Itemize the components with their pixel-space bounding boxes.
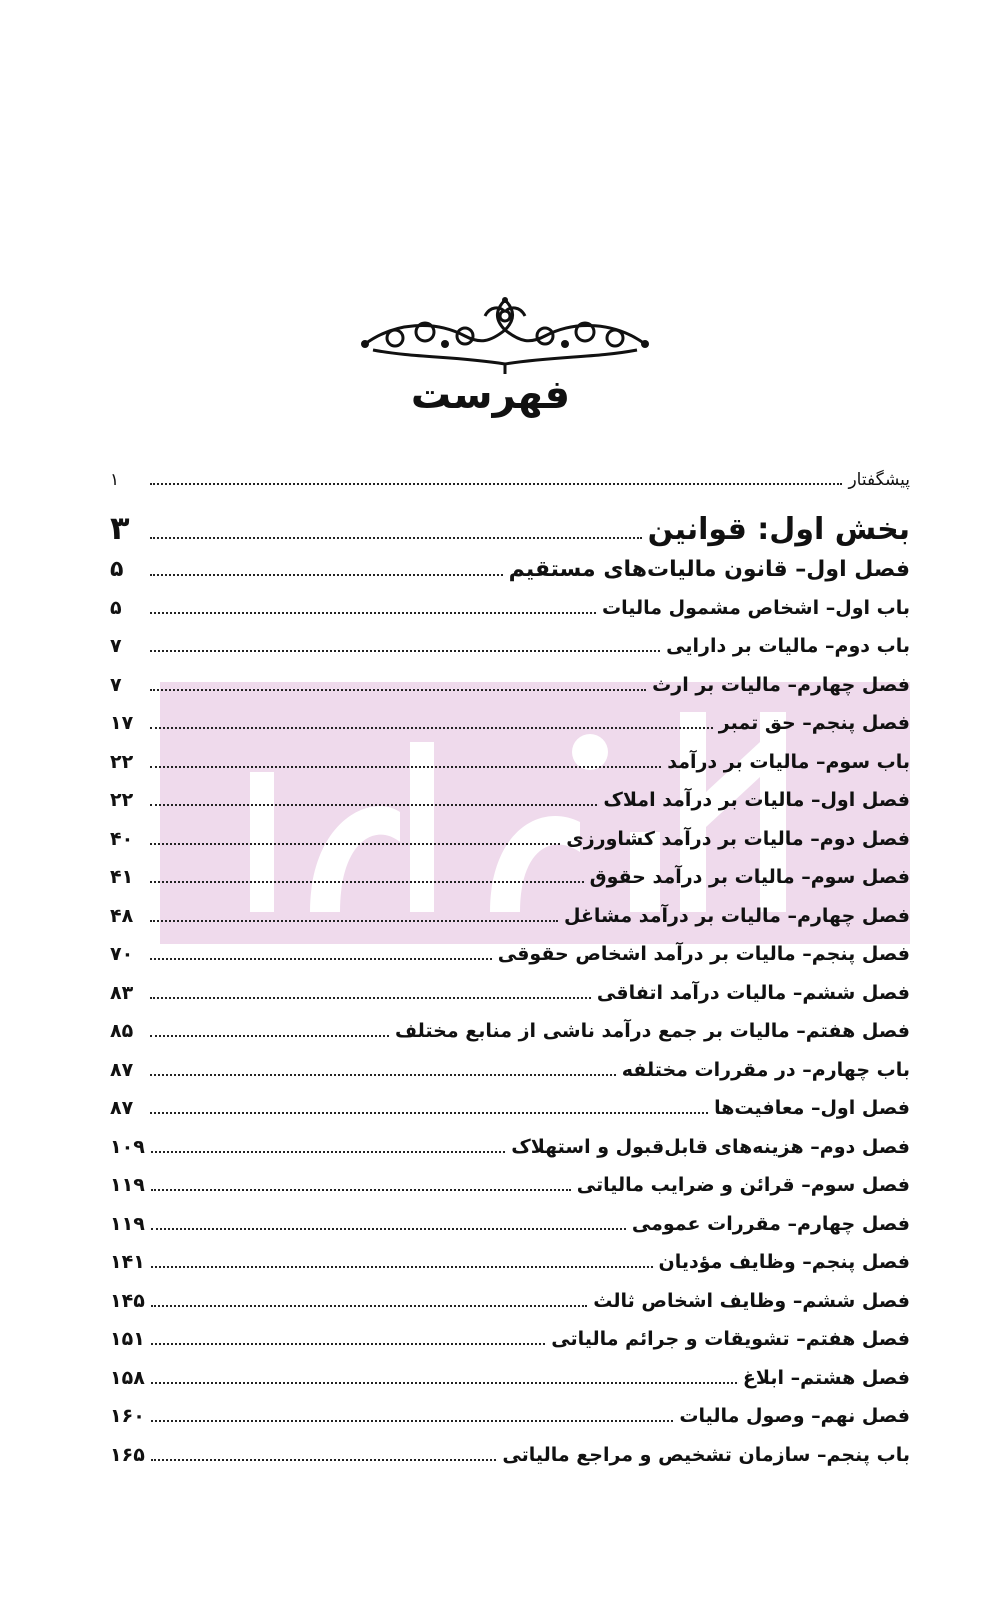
toc-entry-title: باب سوم– مالیات بر درآمد [667, 750, 910, 773]
toc-entry-page: ۷ [110, 673, 122, 696]
toc-entry-page: ۴۰ [110, 827, 134, 850]
toc-entry-page: ۲۲ [110, 750, 134, 773]
toc-entry-title: فصل اول– معافیت‌ها [714, 1097, 910, 1119]
toc-entry-title: فصل سوم– مالیات بر درآمد حقوق [589, 866, 910, 888]
toc-entry-page: ۱۶۰ [110, 1405, 145, 1427]
dot-leader [151, 1151, 505, 1153]
toc-entry-page: ۷۰ [110, 943, 134, 965]
toc-row [110, 635, 910, 674]
dot-leader [150, 843, 560, 845]
toc-row [110, 789, 910, 828]
dot-leader [150, 997, 591, 999]
toc-row [110, 1174, 910, 1213]
dot-leader [150, 958, 492, 960]
dot-leader [150, 1112, 708, 1114]
toc-entry-page: ۱۰۹ [110, 1135, 145, 1158]
toc-row [110, 751, 910, 790]
toc-row [110, 1059, 910, 1098]
toc-row [110, 1367, 910, 1406]
toc-entry-page: ۱۴۵ [110, 1289, 145, 1312]
toc-row [110, 1290, 910, 1329]
dot-leader [150, 537, 642, 539]
dot-leader [151, 1305, 588, 1307]
dot-leader [150, 766, 661, 768]
toc-row [110, 905, 910, 944]
toc-entry-title: باب اول– اشخاص مشمول مالیات [602, 596, 910, 619]
toc-entry-title: فصل دوم– هزینه‌های قابل‌قبول و استهلاک [511, 1135, 910, 1158]
dot-leader [151, 1420, 674, 1422]
toc-row [110, 509, 910, 557]
toc-row [110, 1097, 910, 1136]
dot-leader [150, 483, 842, 485]
toc-entry-page: ۱۷ [110, 712, 134, 734]
toc-entry-title: باب پنجم– سازمان تشخیص و مراجع مالیاتی [502, 1443, 910, 1466]
toc-entry-page: ۸۳ [110, 981, 134, 1004]
dot-leader [151, 1266, 653, 1268]
toc-entry-page: ۳ [110, 508, 130, 547]
toc-entry-title: فصل هفتم– مالیات بر جمع درآمد ناشی از منابع مختلف [395, 1020, 910, 1042]
toc-row [110, 1444, 910, 1483]
toc-entry-page: ۱۱۹ [110, 1174, 145, 1196]
toc-entry-page: ۸۷ [110, 1097, 134, 1119]
toc-entry-title: فصل ششم– مالیات درآمد اتفاقی [596, 981, 910, 1004]
toc-entry-page: ۱۶۵ [110, 1443, 145, 1466]
table-of-contents [110, 470, 910, 1482]
toc-row [110, 470, 910, 509]
toc-entry-title: باب چهارم– در مقررات مختلفه [621, 1058, 910, 1081]
toc-entry-title: فصل دوم– مالیات بر درآمد کشاورزی [566, 827, 910, 850]
toc-entry-title: فصل نهم– وصول مالیات [679, 1405, 910, 1427]
toc-row [110, 828, 910, 867]
toc-entry-page: ۱۵۸ [110, 1366, 145, 1389]
toc-row [110, 1405, 910, 1444]
dot-leader [151, 1189, 571, 1191]
toc-row [110, 597, 910, 636]
toc-row [110, 557, 910, 597]
dot-leader [150, 574, 503, 576]
toc-row [110, 982, 910, 1021]
toc-entry-page: ۴۸ [110, 904, 134, 927]
toc-entry-title: فصل پنجم– حق تمبر [718, 712, 910, 734]
page-title: فهرست [410, 372, 571, 418]
toc-entry-title: فصل چهارم– مقررات عمومی [631, 1212, 910, 1235]
toc-row [110, 1136, 910, 1175]
toc-entry-title: پیشگفتار [848, 470, 910, 490]
dot-leader [150, 650, 660, 652]
toc-entry-page: ۴۱ [110, 866, 134, 888]
toc-row [110, 1328, 910, 1367]
dot-leader [151, 1382, 737, 1384]
toc-entry-page: ۱ [110, 470, 120, 490]
dot-leader [150, 612, 596, 614]
toc-row [110, 866, 910, 905]
toc-row [110, 1020, 910, 1059]
dot-leader [150, 920, 558, 922]
toc-entry-title: فصل پنجم– مالیات بر درآمد اشخاص حقوقی [497, 943, 910, 965]
toc-entry-title: فصل اول– قانون مالیات‌های مستقیم [508, 556, 910, 582]
toc-entry-page: ۲۲ [110, 789, 134, 811]
dot-leader [150, 1074, 616, 1076]
toc-entry-title: باب دوم– مالیات بر دارایی [666, 635, 910, 657]
toc-entry-page: ۵ [110, 596, 122, 619]
toc-entry-title: فصل چهارم– مالیات بر ارث [652, 673, 910, 696]
dot-leader [151, 1343, 545, 1345]
dot-leader [150, 689, 646, 691]
dot-leader [150, 804, 597, 806]
dot-leader [150, 1035, 389, 1037]
toc-entry-title: فصل پنجم– وظایف مؤدیان [658, 1251, 910, 1273]
dot-leader [151, 1459, 497, 1461]
dot-leader [151, 1228, 626, 1230]
toc-row [110, 712, 910, 751]
toc-entry-title: فصل هشتم– ابلاغ [742, 1366, 910, 1389]
toc-entry-page: ۸۵ [110, 1020, 134, 1042]
toc-entry-page: ۱۵۱ [110, 1328, 145, 1350]
toc-entry-page: ۱۴۱ [110, 1251, 145, 1273]
toc-entry-page: ۷ [110, 635, 122, 657]
decorative-ornament-icon [355, 292, 655, 376]
dot-leader [150, 727, 713, 729]
toc-row [110, 674, 910, 713]
toc-entry-title: فصل سوم– قرائن و ضرایب مالیاتی [576, 1174, 910, 1196]
dot-leader [150, 881, 584, 883]
toc-row [110, 1251, 910, 1290]
toc-entry-page: ۸۷ [110, 1058, 134, 1081]
toc-entry-title: بخش اول: قوانین [647, 511, 910, 547]
toc-entry-page: ۱۱۹ [110, 1212, 145, 1235]
toc-entry-title: فصل چهارم– مالیات بر درآمد مشاغل [563, 904, 910, 927]
toc-entry-title: فصل اول– مالیات بر درآمد املاک [603, 789, 910, 811]
toc-row [110, 943, 910, 982]
toc-entry-page: ۵ [110, 556, 124, 582]
toc-entry-title: فصل ششم– وظایف اشخاص ثالث [593, 1289, 910, 1312]
toc-row [110, 1213, 910, 1252]
toc-entry-title: فصل هفتم– تشویقات و جرائم مالیاتی [551, 1328, 910, 1350]
